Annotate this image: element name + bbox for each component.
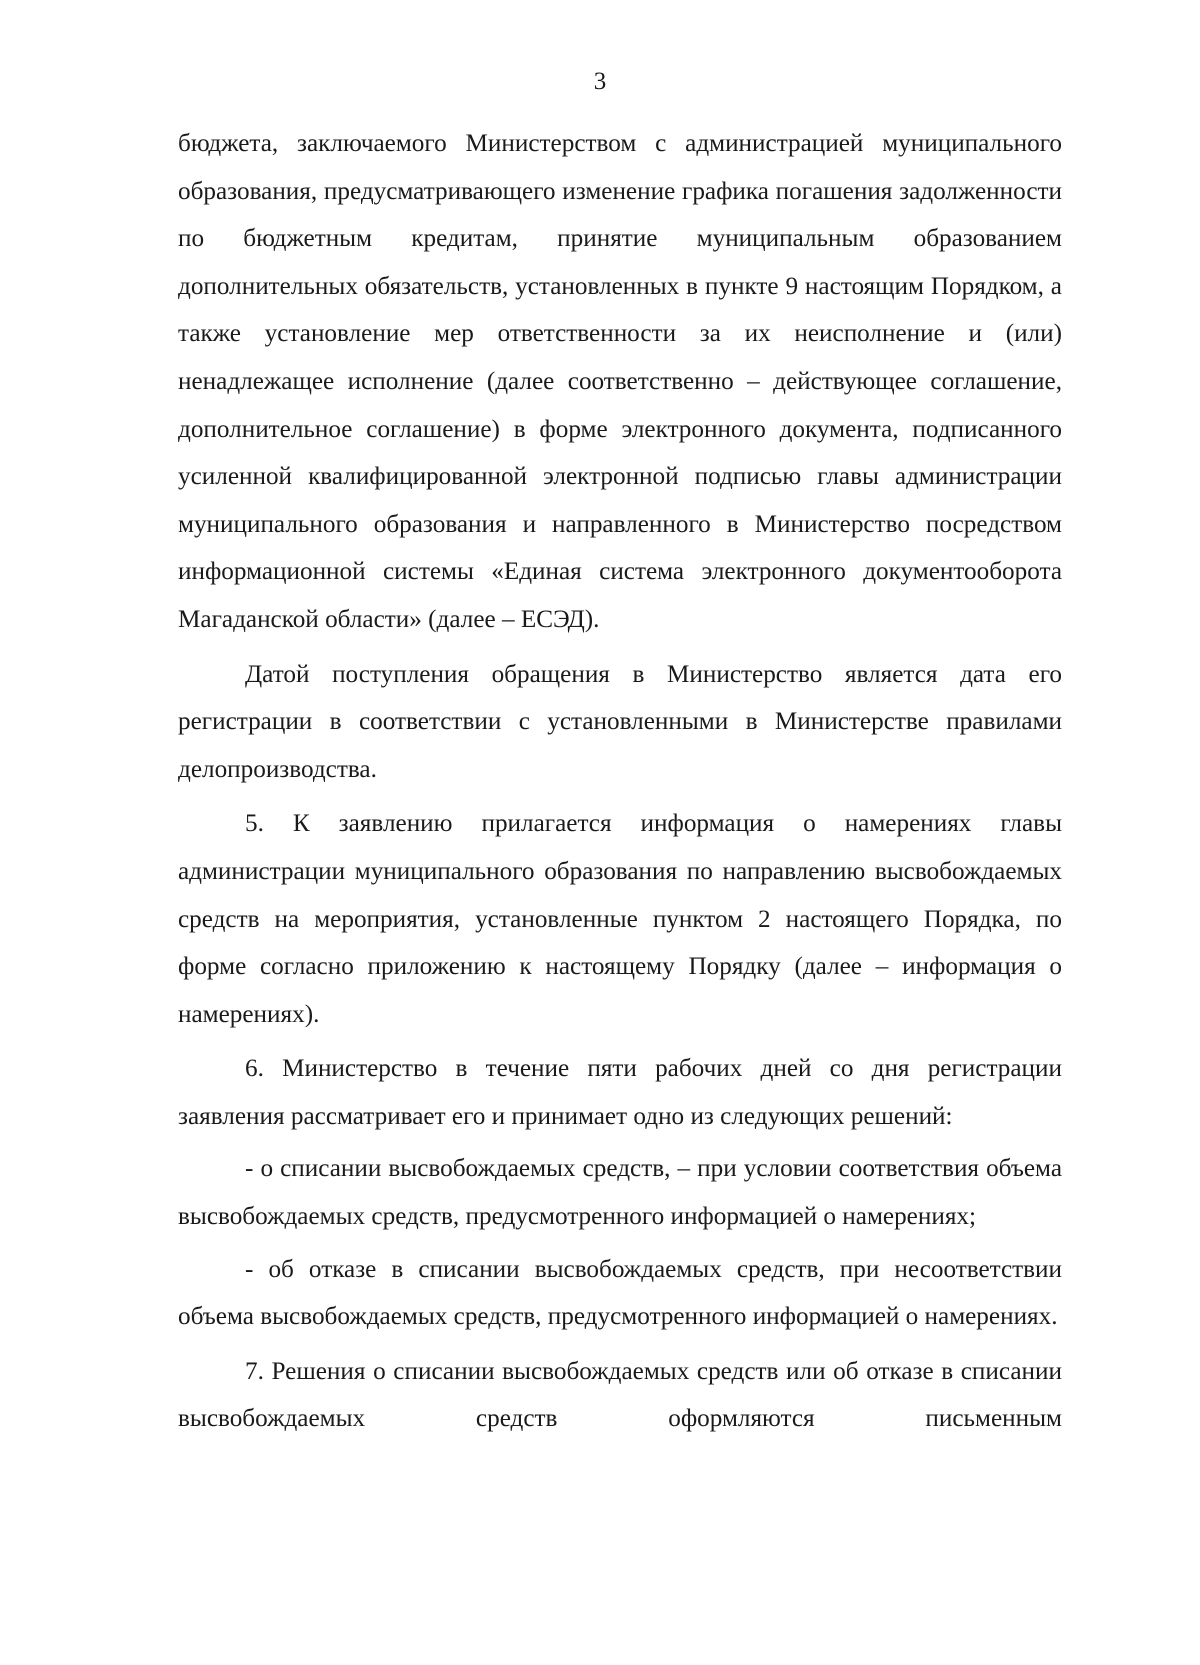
page-number: 3 xyxy=(593,68,607,95)
paragraph-agreement-description: бюджета, заключаемого Министерством с администрацией муниципального образования, предусматривающего изменение графика погашения задолженности по бюджетным кредитам, принятие муниципальным образованием дополнительных обязательств, установленных в пункте 9 настоящим Порядком, а также установление мер ответственности за их неисполнение и (или) ненадлежащее исполнение (далее соответственно – действующее соглашение, дополнительное соглашение) в форме электронного документа, подписанного усиленной квалифицированной электронной подписью главы администрации муниципального образования и направленного в Министерство посредством информационной системы «Единая система электронного документооборота Магаданской области» (далее – ЕСЭД). xyxy=(178,130,1062,633)
paragraph-item-7: 7. Решения о списании высвобождаемых средств или об отказе в списании высвобождаемых средств оформляются письменным xyxy=(178,1357,1062,1433)
paragraph-item-5: 5. К заявлению прилагается информация о намерениях главы администрации муниципального образования по направлению высвобождаемых средств на мероприятия, установленные пунктом 2 настоящего Порядка, по форме согласно приложению к настоящему Порядку (далее – информация о намерениях). xyxy=(178,810,1062,1028)
paragraph-decision-write-off: - о списании высвобождаемых средств, – при условии соответствия объема высвобождаемых средств, предусмотренного информацией о намерениях; xyxy=(178,1155,1062,1231)
document-body xyxy=(178,120,1062,1443)
paragraph-receipt-date: Датой поступления обращения в Министерство является дата его регистрации в соответствии с установленными в Министерстве правилами делопроизводства. xyxy=(178,660,1062,783)
paragraph-item-6: 6. Министерство в течение пяти рабочих дней со дня регистрации заявления рассматривает его и принимает одно из следующих решений: xyxy=(178,1055,1062,1130)
paragraph-decision-refusal: - об отказе в списании высвобождаемых средств, при несоответствии объема высвобождаемых средств, предусмотренного информацией о намерениях. xyxy=(178,1255,1062,1331)
